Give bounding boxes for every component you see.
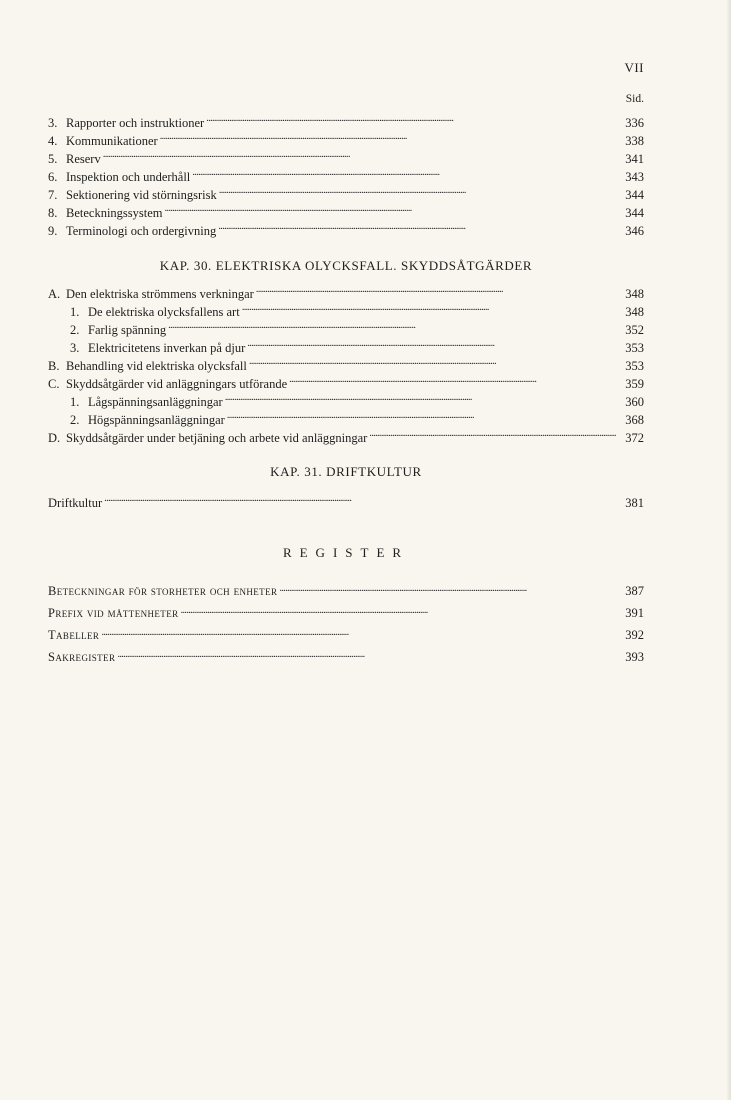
toc-section-continuation (48, 109, 644, 238)
toc-page-number: 353 (625, 359, 644, 373)
toc-page-number: 344 (625, 188, 644, 202)
toc-page-number: 353 (625, 341, 644, 355)
toc-page-number: 368 (625, 413, 644, 427)
leader-dots (256, 280, 616, 298)
toc-entry[interactable]: 1. De elektriska olycksfallens art . . . 348 (48, 298, 644, 316)
leader-dots (101, 621, 616, 639)
toc-page-number: 343 (625, 170, 644, 184)
toc-page-number: 387 (625, 584, 644, 598)
page-number: VII (624, 60, 644, 75)
toc-entry[interactable]: 5. Reserv . . . 341 (48, 145, 644, 163)
leader-dots (369, 424, 616, 442)
leader-dots (104, 489, 616, 507)
toc-page-number: 348 (625, 287, 644, 301)
toc-entry[interactable]: Tabeller . . . 392 (48, 621, 644, 643)
leader-dots (227, 406, 616, 424)
toc-entry[interactable]: Driftkultur . . . 381 (48, 489, 644, 507)
toc-page-number: 344 (625, 206, 644, 220)
toc-entry[interactable]: 4. Kommunikationer . . . 338 (48, 127, 644, 145)
toc-entry[interactable]: 2. Högspänningsanläggningar . . . 368 (48, 406, 644, 424)
toc-entry[interactable]: 3. Elektricitetens inverkan på djur . . . 353 (48, 334, 644, 352)
leader-dots (219, 181, 616, 199)
leader-dots (279, 577, 616, 595)
toc-entry[interactable]: A. Den elektriska strömmens verkningar . . . 348 (48, 280, 644, 298)
leader-dots (225, 388, 616, 406)
toc-entry[interactable]: 2. Farlig spänning . . . 352 (48, 316, 644, 334)
register-heading: REGISTER (282, 545, 410, 560)
toc-entry[interactable]: 8. Beteckningssystem . . . 344 (48, 199, 644, 217)
toc-entry[interactable]: 3. Rapporter och instruktioner . . . 336 (48, 109, 644, 127)
toc-page-number: 348 (625, 305, 644, 319)
toc-page-number: 372 (625, 431, 644, 445)
page-column-label: Sid. (625, 93, 644, 105)
toc-page-number: 338 (625, 134, 644, 148)
leader-dots (168, 316, 616, 334)
chapter-heading-30: KAP. 30. ELEKTRISKA OLYCKSFALL. SKYDDSÅTGÄRDER (159, 258, 533, 273)
toc-page-number: 392 (625, 628, 644, 642)
leader-dots (117, 643, 616, 661)
toc-page-number: 391 (625, 606, 644, 620)
toc-page-number: 336 (625, 116, 644, 130)
leader-dots (165, 199, 616, 217)
leader-dots (160, 127, 616, 145)
toc-page-number: 341 (625, 152, 644, 166)
leader-dots (206, 109, 616, 127)
toc-entry[interactable]: 1. Lågspänningsanläggningar . . . 360 (48, 388, 644, 406)
toc-entry[interactable]: 6. Inspektion och underhåll . . . 343 (48, 163, 644, 181)
toc-entry[interactable]: Prefix vid måttenheter . . . 391 (48, 599, 644, 621)
toc-page-number: 360 (625, 395, 644, 409)
leader-dots (289, 370, 616, 388)
page-edge (727, 0, 731, 1100)
toc-entry[interactable]: Beteckningar för storheter och enheter . . . 387 (48, 577, 644, 599)
leader-dots (192, 163, 616, 181)
toc-entry[interactable]: 7. Sektionering vid störningsrisk . . . 344 (48, 181, 644, 199)
toc-chapter-30 (48, 280, 644, 445)
leader-dots (218, 217, 616, 235)
leader-dots (242, 298, 616, 316)
toc-chapter-31 (48, 489, 644, 510)
toc-register (48, 577, 644, 665)
leader-dots (247, 334, 616, 352)
toc-entry[interactable]: D. Skyddsåtgärder under betjäning och arbete vid anläggningar . . . 372 (48, 424, 644, 442)
toc-page-number: 381 (625, 496, 644, 510)
toc-entry[interactable]: 9. Terminologi och ordergivning . . . 346 (48, 217, 644, 235)
leader-dots (249, 352, 616, 370)
leader-dots (103, 145, 616, 163)
toc-entry[interactable]: C. Skyddsåtgärder vid anläggningars utförande . . . 359 (48, 370, 644, 388)
toc-entry[interactable]: Sakregister . . . 393 (48, 643, 644, 665)
toc-page-number: 393 (625, 650, 644, 664)
toc-page-number: 352 (625, 323, 644, 337)
leader-dots (181, 599, 617, 617)
toc-page-number: 359 (625, 377, 644, 391)
chapter-heading-31: KAP. 31. DRIFTKULTUR (270, 464, 422, 479)
toc-page-number: 346 (625, 224, 644, 238)
toc-entry[interactable]: B. Behandling vid elektriska olycksfall . . . 353 (48, 352, 644, 370)
